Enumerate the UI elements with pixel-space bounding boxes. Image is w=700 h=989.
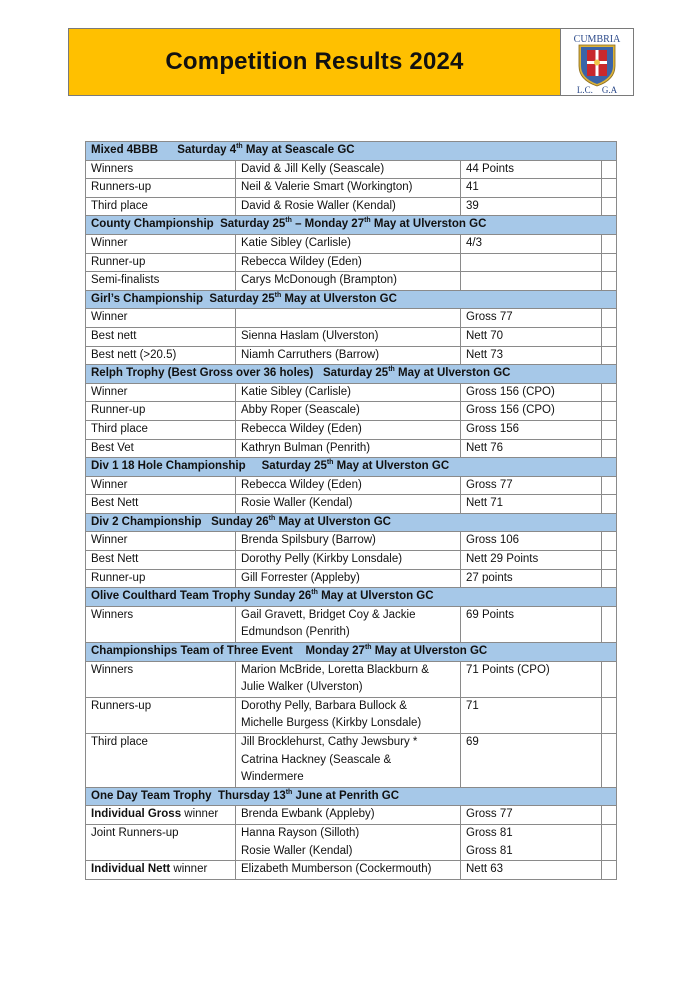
section-header-row <box>86 588 617 607</box>
result-label-cell <box>86 532 236 551</box>
result-label: Winner <box>91 236 128 249</box>
header-gap <box>313 367 323 379</box>
empty-cell <box>602 824 617 860</box>
competition-venue: – Monday 27 <box>291 218 365 231</box>
result-label-cell <box>86 179 236 198</box>
empty-cell <box>602 402 617 421</box>
result-player: Hanna Rayson (Silloth) <box>241 826 360 839</box>
result-label: Third place <box>91 736 148 748</box>
result-player-cell <box>236 309 461 328</box>
competition-name: Mixed 4BBB <box>91 144 159 156</box>
result-score-cell <box>461 179 602 198</box>
result-score: 44 Points <box>466 162 514 175</box>
competition-date: Thursday 13 <box>217 789 286 802</box>
competition-venue: May at Ulverston GC <box>371 645 488 658</box>
result-score-cell <box>461 346 602 365</box>
result-row <box>86 476 617 495</box>
result-score: Nett 29 Points <box>466 553 539 566</box>
empty-cell <box>602 179 617 198</box>
competition-name: Championships Team of Three Event <box>91 645 293 658</box>
result-row <box>86 272 617 291</box>
cumbria-lcga-crest-logo <box>565 30 629 94</box>
result-player-cell <box>236 179 461 198</box>
competition-date: Saturday 25 <box>220 218 286 231</box>
result-label-cell <box>86 272 236 291</box>
empty-cell <box>602 234 617 253</box>
empty-cell <box>602 734 617 788</box>
result-score-cell <box>461 476 602 495</box>
result-row <box>86 806 617 825</box>
competition-name: County Championship <box>91 218 214 231</box>
result-row <box>86 160 617 179</box>
result-player: David & Jill Kelly (Seascale) <box>241 162 385 175</box>
competition-date: Sunday 26 <box>211 515 269 528</box>
result-player-cell <box>236 402 461 421</box>
section-header-row <box>86 142 617 161</box>
section-header <box>86 643 617 662</box>
section-header <box>86 458 617 477</box>
result-label-cell <box>86 476 236 495</box>
result-player: Marion McBride, Loretta Blackburn & <box>241 663 429 676</box>
page-title: Competition Results 2024 <box>165 48 464 75</box>
result-row <box>86 569 617 588</box>
result-player-cell <box>236 697 461 733</box>
section-header-row <box>86 458 617 477</box>
empty-cell <box>602 551 617 570</box>
result-row <box>86 383 617 402</box>
result-label-cell <box>86 383 236 402</box>
header-gap <box>246 460 262 472</box>
result-label: Winners <box>91 608 134 621</box>
competition-venue: June at Penrith GC <box>292 789 400 802</box>
result-player: Brenda Ewbank (Appleby) <box>241 808 375 821</box>
section-header <box>86 290 617 309</box>
result-score-cell <box>461 606 602 642</box>
ordinal-suffix: th <box>285 217 292 225</box>
result-row <box>86 697 617 733</box>
result-label: Winners <box>91 162 134 175</box>
result-score: 69 Points <box>466 608 514 621</box>
result-score-cell <box>461 420 602 439</box>
result-label: Winner <box>91 534 128 547</box>
result-player-cell <box>236 495 461 514</box>
result-score-cell <box>461 383 602 402</box>
result-player: Rebecca Wildey (Eden) <box>241 255 362 268</box>
result-player-cell <box>236 253 461 272</box>
result-label: Best nett <box>91 329 137 342</box>
result-player-cell <box>236 160 461 179</box>
result-score-cell <box>461 439 602 458</box>
result-player: Brenda Spilsbury (Barrow) <box>241 534 376 547</box>
result-player: Dorothy Pelly, Barbara Bullock & <box>241 699 407 712</box>
title-banner <box>68 28 634 96</box>
section-header-row <box>86 216 617 235</box>
result-label-cell <box>86 420 236 439</box>
result-player-cell <box>236 806 461 825</box>
competition-venue: May at Ulverston GC <box>275 515 391 528</box>
result-score: 39 <box>466 199 479 212</box>
empty-cell <box>602 806 617 825</box>
result-score-cell <box>461 569 602 588</box>
result-player: Katie Sibley (Carlisle) <box>241 236 351 249</box>
result-score: Nett 76 <box>466 441 504 454</box>
empty-cell <box>602 661 617 697</box>
result-row <box>86 420 617 439</box>
result-player: Rebecca Wildey (Eden) <box>241 422 362 435</box>
empty-cell <box>602 532 617 551</box>
result-score-cell <box>461 661 602 697</box>
title-cell <box>69 29 561 95</box>
result-score-cell <box>461 402 602 421</box>
result-score: Gross 77 <box>466 478 513 491</box>
section-header <box>86 588 617 607</box>
result-row <box>86 734 617 788</box>
result-score-cell <box>461 327 602 346</box>
result-label-cell <box>86 197 236 216</box>
result-label: Best nett (>20.5) <box>91 348 177 361</box>
result-player: Elizabeth Mumberson (Cockermouth) <box>241 863 432 876</box>
result-player-cell <box>236 861 461 880</box>
ordinal-suffix: th <box>268 515 276 523</box>
result-label-cell <box>86 661 236 697</box>
result-row <box>86 824 617 860</box>
result-player: Katie Sibley (Carlisle) <box>241 385 351 398</box>
competition-name: Girl’s Championship <box>91 292 204 305</box>
ordinal-suffix: th <box>285 788 293 796</box>
result-label: Runners-up <box>91 699 152 712</box>
result-label-cell <box>86 327 236 346</box>
result-row <box>86 327 617 346</box>
header-gap <box>202 516 212 528</box>
result-player: Abby Roper (Seascale) <box>241 404 360 417</box>
result-player-cell <box>236 383 461 402</box>
result-score: Gross 106 <box>466 534 520 547</box>
empty-cell <box>602 420 617 439</box>
result-row <box>86 234 617 253</box>
result-player: Michelle Burgess (Kirkby Lonsdale) <box>241 717 422 730</box>
result-score: Gross 156 (CPO) <box>466 404 555 417</box>
result-player-cell <box>236 661 461 697</box>
result-label-cell <box>86 495 236 514</box>
result-label: Runner-up <box>91 404 146 417</box>
competition-venue: May at Ulverston GC <box>394 367 511 380</box>
result-player: Neil & Valerie Smart (Workington) <box>241 181 413 194</box>
result-score: Gross 156 <box>466 422 520 435</box>
ordinal-suffix: th <box>274 291 282 299</box>
result-label: Third place <box>91 422 148 435</box>
result-score-cell <box>461 532 602 551</box>
competition-venue: May at Ulverston GC <box>317 590 434 603</box>
result-label-cell <box>86 569 236 588</box>
result-player: Carys McDonough (Brampton) <box>241 274 397 287</box>
result-row <box>86 606 617 642</box>
result-label: Best Vet <box>91 441 134 454</box>
empty-cell <box>602 346 617 365</box>
competition-date: Saturday 25 <box>261 460 327 473</box>
result-score: Nett 63 <box>466 863 504 876</box>
result-label-bold: Individual Nett <box>91 863 171 876</box>
result-label: Best Nett <box>91 497 139 510</box>
section-header <box>86 365 617 384</box>
result-row <box>86 861 617 880</box>
result-player-cell <box>236 272 461 291</box>
result-player-cell <box>236 197 461 216</box>
competition-name: Div 2 Championship <box>91 515 202 528</box>
result-player: Rosie Waller (Kendal) <box>241 497 353 510</box>
result-player-cell <box>236 327 461 346</box>
result-player: Catrina Hackney (Seascale & <box>241 753 392 766</box>
result-score-cell <box>461 551 602 570</box>
result-label-cell <box>86 160 236 179</box>
competition-name: Div 1 18 Hole Championship <box>91 460 246 473</box>
section-header <box>86 787 617 806</box>
result-label: Semi-finalists <box>91 274 160 287</box>
result-score-cell <box>461 272 602 291</box>
logo-bottom-text: L.C. G.A <box>576 85 618 94</box>
result-score: Gross 77 <box>466 311 513 324</box>
result-label-cell <box>86 309 236 328</box>
result-label: Runner-up <box>91 571 146 584</box>
result-label-cell <box>86 439 236 458</box>
result-row <box>86 346 617 365</box>
result-row <box>86 439 617 458</box>
result-player: Edmundson (Penrith) <box>241 626 350 639</box>
result-score-cell <box>461 697 602 733</box>
result-row <box>86 551 617 570</box>
result-label: Winner <box>91 385 128 398</box>
result-score: 69 <box>466 736 479 748</box>
ordinal-suffix: th <box>364 644 372 652</box>
result-player-cell <box>236 532 461 551</box>
ordinal-suffix: th <box>326 459 334 467</box>
result-score: 27 points <box>466 571 513 584</box>
result-score-cell <box>461 861 602 880</box>
result-label-cell <box>86 402 236 421</box>
result-label-cell <box>86 806 236 825</box>
result-label: Best Nett <box>91 553 139 566</box>
result-label: Third place <box>91 199 148 212</box>
result-label-cell <box>86 551 236 570</box>
result-row <box>86 402 617 421</box>
result-player-cell <box>236 734 461 788</box>
section-header-row <box>86 513 617 532</box>
result-score: 41 <box>466 181 479 194</box>
result-score: Gross 81 <box>466 844 513 857</box>
empty-cell <box>602 495 617 514</box>
result-row <box>86 495 617 514</box>
logo-top-text: CUMBRIA <box>573 34 621 45</box>
header-gap <box>158 144 177 156</box>
result-score: 71 <box>466 699 479 712</box>
competition-venue: May at Seascale GC <box>242 144 355 156</box>
result-score: Nett 73 <box>466 348 504 361</box>
result-score-cell <box>461 734 602 788</box>
result-label-cell <box>86 346 236 365</box>
ordinal-suffix: th <box>236 143 243 151</box>
competition-name: Relph Trophy (Best Gross over 36 holes) <box>91 367 314 380</box>
result-label: Winner <box>91 478 128 491</box>
competition-name: Olive Coulthard Team Trophy <box>91 590 251 603</box>
result-label-cell <box>86 734 236 788</box>
result-row <box>86 309 617 328</box>
result-player-cell <box>236 569 461 588</box>
section-header-row <box>86 787 617 806</box>
result-label-cell <box>86 253 236 272</box>
result-player: Dorothy Pelly (Kirkby Lonsdale) <box>241 553 403 566</box>
result-row <box>86 197 617 216</box>
competition-name: One Day Team Trophy <box>91 789 212 802</box>
result-row <box>86 661 617 697</box>
result-player-cell <box>236 439 461 458</box>
competition-date: Saturday 4 <box>177 144 237 156</box>
section-header-row <box>86 290 617 309</box>
result-score: Nett 70 <box>466 329 504 342</box>
result-row <box>86 532 617 551</box>
result-row <box>86 179 617 198</box>
competition-venue: May at Ulverston GC <box>281 292 397 305</box>
empty-cell <box>602 861 617 880</box>
empty-cell <box>602 606 617 642</box>
result-label-cell <box>86 697 236 733</box>
competition-date: Saturday 25 <box>209 292 275 305</box>
result-score: Gross 81 <box>466 826 513 839</box>
result-player-cell <box>236 551 461 570</box>
result-player-cell <box>236 476 461 495</box>
result-label: Runner-up <box>91 255 146 268</box>
result-label: winner <box>181 808 219 821</box>
empty-cell <box>602 253 617 272</box>
result-score: 71 Points (CPO) <box>466 663 550 676</box>
results-table <box>85 141 617 880</box>
result-label-cell <box>86 234 236 253</box>
result-label: winner <box>170 863 208 876</box>
result-score: Nett 71 <box>466 497 504 510</box>
empty-cell <box>602 197 617 216</box>
empty-cell <box>602 272 617 291</box>
result-player-cell <box>236 346 461 365</box>
result-score: Gross 77 <box>466 808 513 821</box>
result-player: Rosie Waller (Kendal) <box>241 844 353 857</box>
result-player: Sienna Haslam (Ulverston) <box>241 329 379 342</box>
result-player: Gill Forrester (Appleby) <box>241 571 360 584</box>
result-label-cell <box>86 824 236 860</box>
result-score: Gross 156 (CPO) <box>466 385 555 398</box>
result-player: Kathryn Bulman (Penrith) <box>241 441 371 454</box>
result-score-cell <box>461 806 602 825</box>
result-player: Julie Walker (Ulverston) <box>241 681 363 694</box>
section-header-row <box>86 643 617 662</box>
logo-cell <box>561 29 633 95</box>
ordinal-suffix: th <box>388 366 395 374</box>
result-score-cell <box>461 824 602 860</box>
empty-cell <box>602 383 617 402</box>
result-row <box>86 253 617 272</box>
result-player-cell <box>236 420 461 439</box>
result-player-cell <box>236 234 461 253</box>
result-player-cell <box>236 606 461 642</box>
result-player: Gail Gravett, Bridget Coy & Jackie <box>241 608 416 621</box>
section-header <box>86 513 617 532</box>
result-label: Winners <box>91 663 134 676</box>
ordinal-suffix: th <box>311 589 318 597</box>
result-score-cell <box>461 234 602 253</box>
competition-date: Sunday 26 <box>253 590 312 603</box>
result-label: Joint Runners-up <box>91 826 179 839</box>
result-player: Niamh Carruthers (Barrow) <box>241 348 380 361</box>
result-label-bold: Individual Gross <box>91 808 182 821</box>
ordinal-suffix: th <box>364 217 371 225</box>
competition-venue: May at Ulverston GC <box>370 218 487 231</box>
result-label: Runners-up <box>91 181 152 194</box>
empty-cell <box>602 327 617 346</box>
section-header-row <box>86 365 617 384</box>
empty-cell <box>602 697 617 733</box>
empty-cell <box>602 569 617 588</box>
empty-cell <box>602 476 617 495</box>
result-score: 4/3 <box>466 236 482 249</box>
empty-cell <box>602 309 617 328</box>
header-gap <box>293 645 306 657</box>
result-label: Winner <box>91 311 128 324</box>
competition-date: Monday 27 <box>305 645 365 658</box>
results-body <box>86 142 617 880</box>
competition-date: Saturday 25 <box>323 367 389 380</box>
result-label-cell <box>86 606 236 642</box>
result-player: Windermere <box>241 771 304 784</box>
result-player: Jill Brocklehurst, Cathy Jewsbury * <box>241 736 418 748</box>
competition-venue: May at Ulverston GC <box>333 460 450 473</box>
result-score-cell <box>461 309 602 328</box>
result-player-cell <box>236 824 461 860</box>
result-score-cell <box>461 253 602 272</box>
section-header <box>86 142 617 161</box>
result-score-cell <box>461 197 602 216</box>
empty-cell <box>602 439 617 458</box>
result-player: Rebecca Wildey (Eden) <box>241 478 362 491</box>
empty-cell <box>602 160 617 179</box>
result-label-cell <box>86 861 236 880</box>
section-header <box>86 216 617 235</box>
result-player: David & Rosie Waller (Kendal) <box>241 199 396 212</box>
result-score-cell <box>461 160 602 179</box>
result-score-cell <box>461 495 602 514</box>
